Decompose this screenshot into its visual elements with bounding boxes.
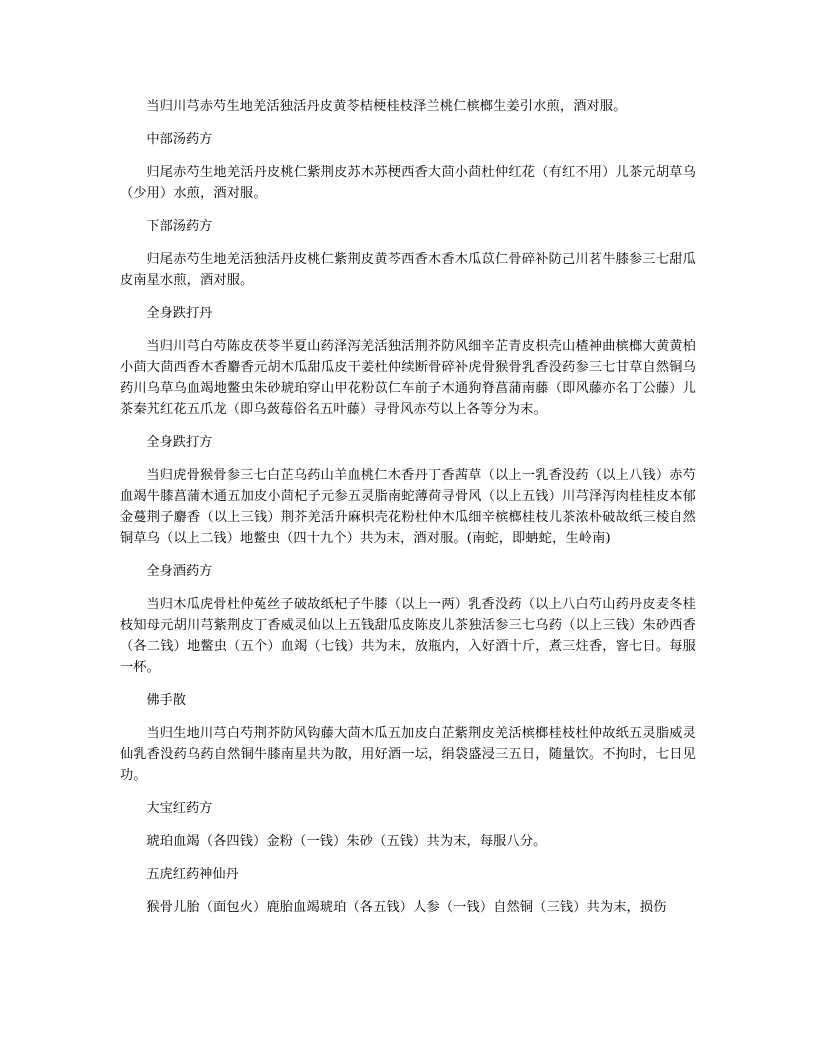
section-heading: 全身酒药方 (146, 564, 213, 579)
paragraph: 当归虎骨猴骨参三七白芷乌药山羊血桃仁木香丹丁香茜草（以上一乳香没药（以上八钱）赤芍血竭牛膝菖蒲木通五加皮小茴杞子元参五灵脂南蛇薄荷寻骨风（以上五钱）川芎泽泻肉桂桂皮本郁金蔓荆子麝香（以上三钱）荆芥羌活升麻枳壳花粉杜仲木瓜细辛槟榔桂枝儿茶浓朴破故纸三棱自然铜草乌（以上二钱）地鳖虫（四十九个）共为末，酒对服。(南蛇，即蚺蛇，生岭南) (120, 468, 696, 546)
paragraph: 当归川芎赤芍生地羌活独活丹皮黄苓桔梗桂枝泽兰桃仁槟榔生姜引水煎，酒对服。 (146, 99, 627, 114)
paragraph: 当归木瓜虎骨杜仲菟丝子破故纸杞子牛膝（以上一两）乳香没药（以上八白芍山药丹皮麦冬桂枝知母元胡川芎紫荆皮丁香威灵仙以上五钱甜瓜皮陈皮儿茶独活参三七乌药（以上三钱）朱砂西香（各二钱）地鳖虫（五个）血竭（七钱）共为末，放瓶内，入好酒十斤，煮三炷香，窨七日。每服一杯。 (120, 597, 696, 675)
section-heading: 佛手散 (146, 693, 186, 708)
paragraph: 琥珀血竭（各四钱）金粉（一钱）朱砂（五钱）共为末，每服八分。 (146, 834, 547, 849)
paragraph: 归尾赤芍生地羌活丹皮桃仁紫荆皮苏木苏梗西香大茴小茴杜仲红花（有红不用）儿茶元胡草乌（少用）水煎，酒对服。 (120, 165, 696, 201)
section-heading: 大宝红药方 (146, 801, 213, 816)
document-body (120, 96, 696, 930)
paragraph: 当归川芎白芍陈皮茯苓半夏山药泽泻羌活独活荆芥防风细辛芷青皮枳壳山楂神曲槟榔大黄黄柏小茴大茴西香木香麝香元胡木瓜甜瓜皮干姜杜仲续断骨碎补虎骨猴骨乳香没药参三七甘草自然铜乌药川乌草乌血竭地鳖虫朱砂琥珀穿山甲花粉苡仁车前子木通狗脊菖蒲南藤（即风藤亦名丁公藤）儿茶秦艽红花五爪龙（即乌蔹莓俗名五叶藤）寻骨风赤芍以上各等分为末。 (120, 339, 696, 417)
paragraph: 猴骨儿胎（面包火）鹿胎血竭琥珀（各五钱）人参（一钱）自然铜（三钱）共为末，损伤 (146, 900, 667, 915)
paragraph: 归尾赤芍生地羌活独活丹皮桃仁紫荆皮黄芩西香木香木瓜苡仁骨碎补防己川茗牛膝参三七甜瓜皮南星水煎，酒对服。 (120, 252, 696, 288)
section-heading: 五虎红药神仙丹 (146, 867, 239, 882)
section-heading: 全身跌打丹 (146, 306, 213, 321)
section-heading: 下部汤药方 (146, 219, 213, 234)
paragraph: 当归生地川芎白芍荆芥防风钩藤大茴木瓜五加皮白芷紫荆皮羌活槟榔桂枝杜仲故纸五灵脂威灵仙乳香没药乌药自然铜牛膝南星共为散，用好酒一坛，绢袋盛浸三五日，随量饮。不拘时，七日见功。 (120, 726, 696, 783)
section-heading: 中部汤药方 (146, 132, 213, 147)
section-heading: 全身跌打方 (146, 435, 213, 450)
